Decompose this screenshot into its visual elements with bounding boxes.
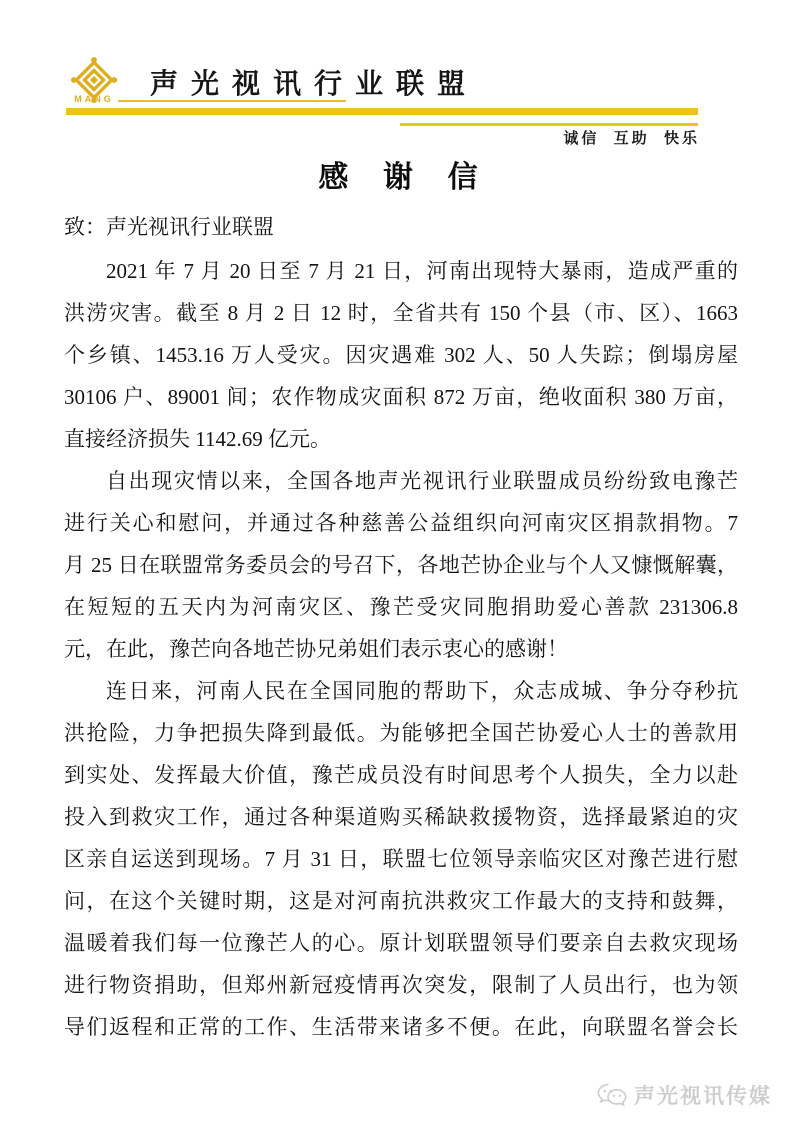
slogan: 诚信 互助 快乐 bbox=[563, 130, 700, 147]
body-line: 区亲自运送到现场。7 月 31 日，联盟七位领导亲临灾区对豫芒进行慰 bbox=[64, 847, 738, 871]
body-line: 洪抢险，力争把损失降到最低。为能够把全国芒协爱心人士的善款用 bbox=[64, 721, 738, 745]
wechat-icon bbox=[596, 1082, 628, 1108]
header-rule-secondary bbox=[400, 123, 698, 126]
body-line: 连日来，河南人民在全国同胞的帮助下，众志成城、争分夺秒抗 bbox=[106, 679, 738, 703]
watermark bbox=[596, 1080, 772, 1110]
body-line: 温暖着我们每一位豫芒人的心。原计划联盟领导们要亲自去救灾现场 bbox=[64, 931, 738, 955]
paragraph-2 bbox=[64, 460, 738, 670]
body-line: 洪涝灾害。截至 8 月 2 日 12 时，全省共有 150 个县（市、区）、1663 bbox=[64, 301, 738, 325]
watermark-label: 声光视讯传媒 bbox=[634, 1085, 772, 1108]
body-line: 30106 户、89001 间；农作物成灾面积 872 万亩，绝收面积 380 万亩， bbox=[64, 385, 738, 409]
body-line: 导们返程和正常的工作、生活带来诸多不便。在此，向联盟名誉会长 bbox=[64, 1015, 738, 1039]
body-line: 元，在此，豫芒向各地芒协兄弟姐们表示衷心的感谢！ bbox=[64, 637, 568, 661]
letter-body bbox=[64, 152, 738, 1048]
header-rule-primary bbox=[66, 108, 698, 115]
body-line: 到实处、发挥最大价值，豫芒成员没有时间思考个人损失，全力以赴 bbox=[64, 763, 738, 787]
body-line: 投入到救灾工作，通过各种渠道购买稀缺救援物资，选择最紧迫的灾 bbox=[64, 805, 738, 829]
org-name: 声光视讯行业联盟 bbox=[150, 69, 479, 100]
letterhead bbox=[0, 0, 800, 150]
header-rule-logo bbox=[118, 100, 346, 102]
body-line: 个乡镇、1453.16 万人受灾。因灾遇难 302 人、50 人失踪；倒塌房屋 bbox=[64, 343, 738, 367]
body-line: 月 25 日在联盟常务委员会的号召下，各地芒协企业与个人又慷慨解囊， bbox=[64, 553, 738, 577]
body-line: 自出现灾情以来，全国各地声光视讯行业联盟成员纷纷致电豫芒 bbox=[106, 469, 738, 493]
logo-wordmark: MANG bbox=[74, 94, 114, 104]
body-line: 进行物资捐助，但郑州新冠疫情再次突发，限制了人员出行，也为领 bbox=[64, 973, 738, 997]
body-line: 问，在这个关键时期，这是对河南抗洪救灾工作最大的支持和鼓舞， bbox=[64, 889, 738, 913]
body-line: 进行关心和慰问，并通过各种慈善公益组织向河南灾区捐款捐物。7 bbox=[64, 511, 738, 535]
letter-title: 感 谢 信 bbox=[318, 161, 484, 194]
salutation: 致：声光视讯行业联盟 bbox=[64, 215, 274, 239]
paragraph-3 bbox=[64, 670, 738, 1048]
body-line: 直接经济损失 1142.69 亿元。 bbox=[64, 427, 331, 451]
paragraph-1 bbox=[64, 250, 738, 460]
body-line: 2021 年 7 月 20 日至 7 月 21 日，河南出现特大暴雨，造成严重的 bbox=[106, 259, 738, 283]
body-line: 在短短的五天内为河南灾区、豫芒受灾同胞捐助爱心善款 231306.8 bbox=[64, 595, 738, 619]
